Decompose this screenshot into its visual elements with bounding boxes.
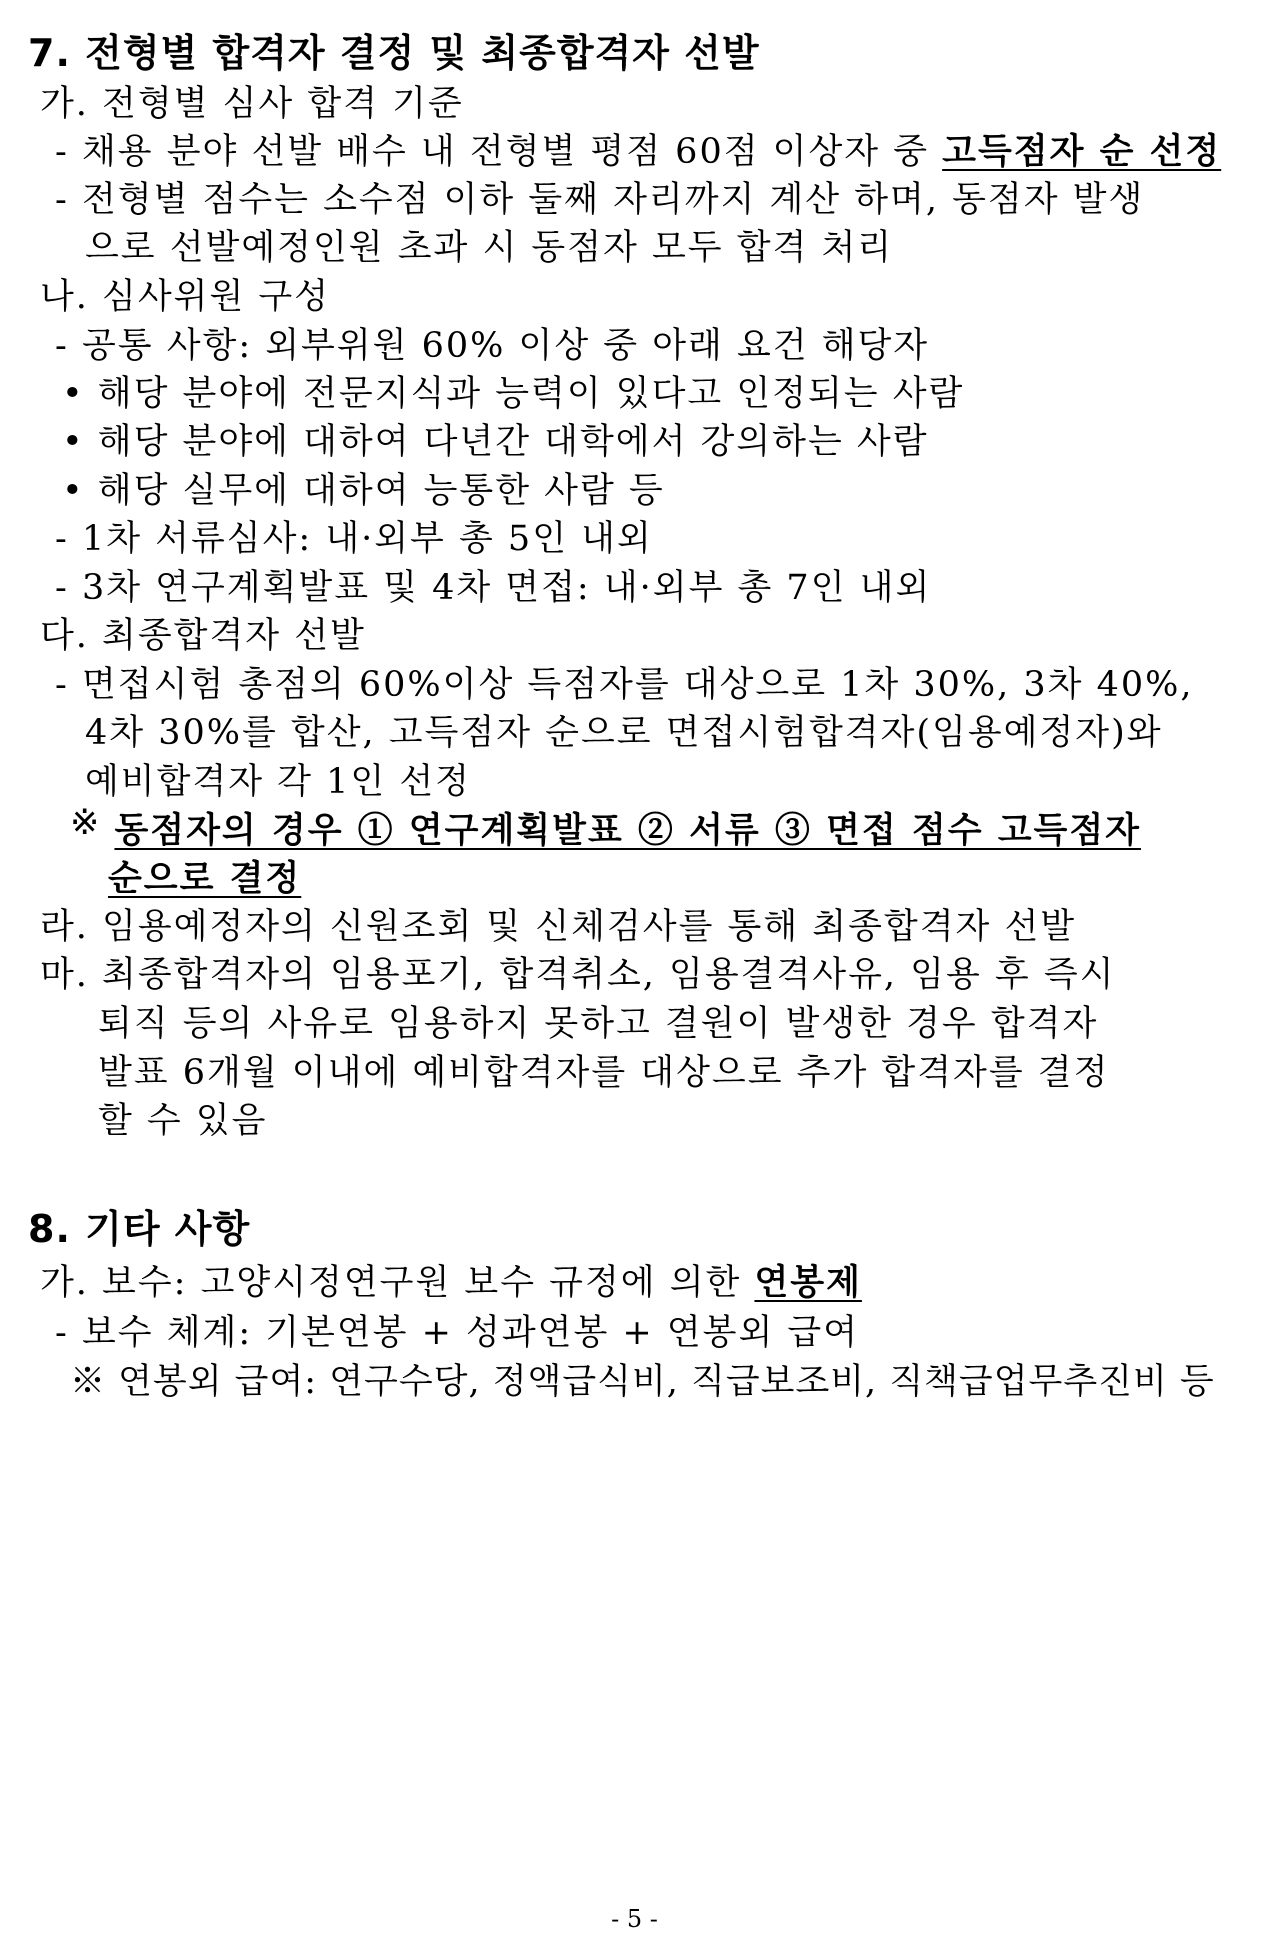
section-8a-label-text: 가. 보수: 고양시정연구원 보수 규정에 의한 — [40, 1263, 755, 1303]
section-7c-item-1-line-3: 예비합격자 각 1인 선정 — [85, 762, 471, 802]
section-8a-note: ※ 연봉외 급여: 연구수당, 정액급식비, 직급보조비, 직책급업무추진비 등 — [70, 1362, 1215, 1402]
section-8a-label-emphasis: 연봉제 — [754, 1262, 862, 1303]
section-7e-line-2: 퇴직 등의 사유로 임용하지 못하고 결원이 발생한 경우 합격자 — [98, 1004, 1099, 1044]
section-7c-label: 다. 최종합격자 선발 — [40, 616, 366, 656]
section-7e-line-4: 할 수 있음 — [98, 1101, 268, 1141]
section-7a-item-1-text: - 채용 분야 선발 배수 내 전형별 평점 60점 이상자 중 — [55, 132, 943, 172]
section-7c-note-text-1: 동점자의 경우 ① 연구계획발표 ② 서류 ③ 면접 점수 고득점자 — [114, 810, 1141, 851]
page-number: - 5 - — [611, 1905, 658, 1933]
section-7d-label: 라. 임용예정자의 신원조회 및 신체검사를 통해 최종합격자 선발 — [40, 907, 1077, 947]
note-mark: ※ — [70, 803, 115, 843]
section-7c-note-line-2: 순으로 결정 — [108, 858, 302, 899]
section-7-title: 7. 전형별 합격자 결정 및 최종합격자 선발 — [28, 31, 760, 75]
section-7a-item-2-line-1: - 전형별 점수는 소수점 이하 둘째 자리까지 계산 하며, 동점자 발생 — [55, 180, 1145, 220]
section-7b-bullet-2: • 해당 분야에 대하여 다년간 대학에서 강의하는 사람 — [62, 422, 929, 462]
section-7c-item-1-line-2: 4차 30%를 합산, 고득점자 순으로 면접시험합격자(임용예정자)와 — [85, 713, 1163, 753]
section-7a-item-1 — [55, 124, 1221, 174]
section-7c-item-1-line-1: - 면접시험 총점의 60%이상 득점자를 대상으로 1차 30%, 3차 40%, — [55, 665, 1194, 705]
section-8-title: 8. 기타 사항 — [28, 1207, 251, 1251]
section-7b-bullet-3: • 해당 실무에 대하여 능통한 사람 등 — [62, 471, 665, 511]
section-7c-note-line-1 — [70, 803, 1141, 853]
section-7b-bullet-1: • 해당 분야에 전문지식과 능력이 있다고 인정되는 사람 — [62, 374, 965, 414]
section-7e-line-1: 마. 최종합격자의 임용포기, 합격취소, 임용결격사유, 임용 후 즉시 — [40, 955, 1116, 995]
section-7b-item-3: - 3차 연구계획발표 및 4차 면접: 내·외부 총 7인 내외 — [55, 568, 932, 608]
section-7b-item-2: - 1차 서류심사: 내·외부 총 5인 내외 — [55, 519, 653, 559]
section-7a-item-2-line-2: 으로 선발예정인원 초과 시 동점자 모두 합격 처리 — [85, 228, 894, 268]
section-7a-label: 가. 전형별 심사 합격 기준 — [40, 84, 464, 124]
section-8a-label — [40, 1255, 862, 1305]
section-8a-item-1: - 보수 체계: 기본연봉 + 성과연봉 + 연봉외 급여 — [55, 1313, 860, 1353]
section-7b-item-1: - 공통 사항: 외부위원 60% 이상 중 아래 요건 해당자 — [55, 326, 930, 366]
section-7a-item-1-emphasis: 고득점자 순 선정 — [942, 131, 1222, 172]
section-7b-label: 나. 심사위원 구성 — [40, 277, 331, 317]
section-7e-line-3: 발표 6개월 이내에 예비합격자를 대상으로 추가 합격자를 결정 — [98, 1053, 1110, 1093]
